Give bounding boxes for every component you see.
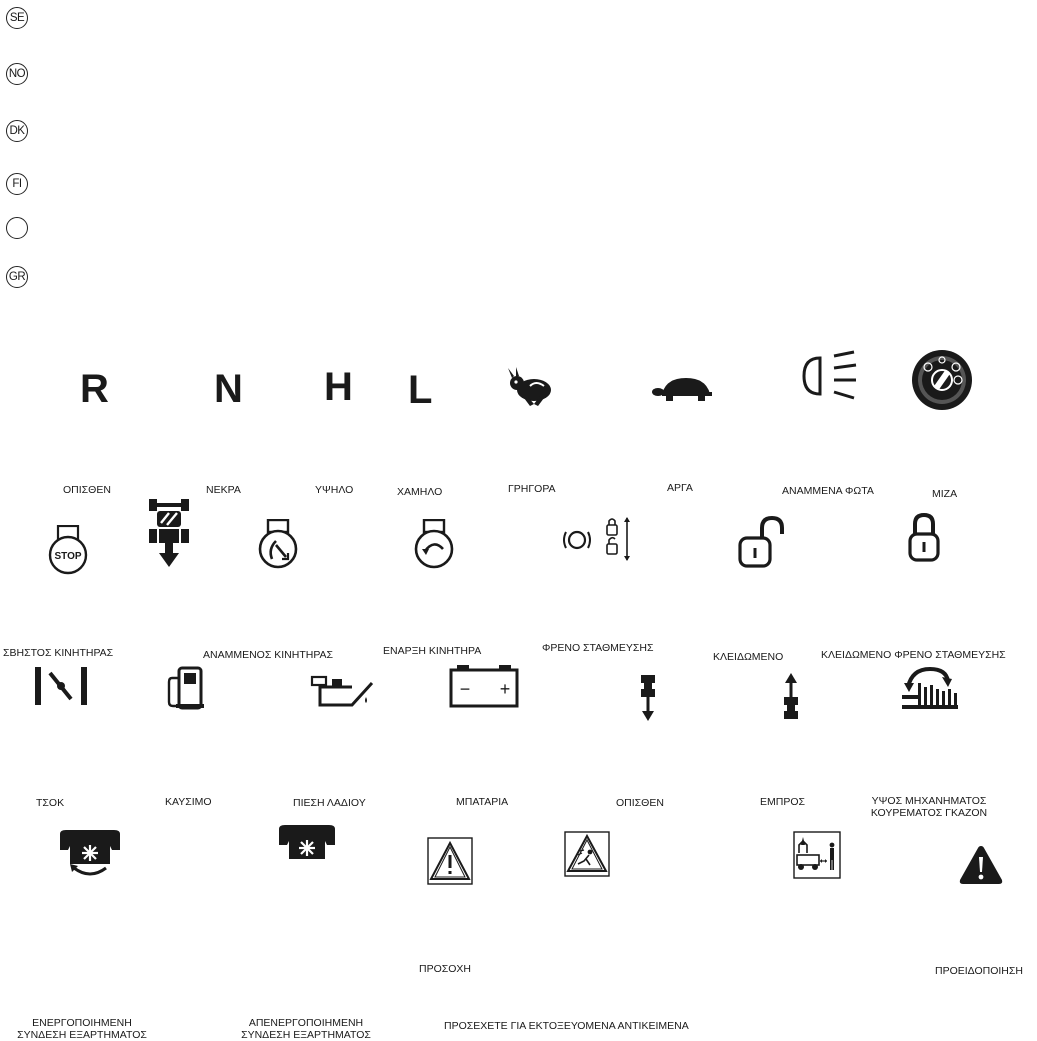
warning-triangle-icon	[958, 844, 1004, 886]
engine-start-high-icon	[256, 519, 300, 571]
label-attachment-engaged	[0, 1017, 164, 1041]
label-oil-pressure: ΠΙΕΣΗ ΛΑΔΙΟΥ	[293, 797, 366, 809]
label-warning: ΠΡΟΕΙΔΟΠΟΙΗΣΗ	[935, 965, 1023, 977]
high-letter-h: H	[324, 365, 353, 409]
keep-distance-sign-icon	[793, 831, 841, 879]
tractor-reverse-arrow-icon	[639, 673, 657, 723]
label-mower-height	[858, 795, 1000, 819]
label-fuel: ΚΑΥΣΙΜΟ	[165, 796, 212, 808]
language-badge-no: NO	[6, 63, 28, 85]
label-reverse: ΟΠΙΣΘΕΝ	[63, 484, 111, 496]
attachment-disengaged-icon	[277, 823, 337, 861]
ignition-key-icon	[910, 348, 974, 412]
mower-height-icon	[900, 665, 960, 713]
attachment-engaged-icon	[58, 828, 122, 878]
neutral-letter-n: N	[214, 367, 243, 411]
language-badge-dk: DK	[6, 120, 28, 142]
label-low: ΧΑΜΗΛΟ	[397, 486, 443, 498]
label-fast: ΓΡΗΓΟΡΑ	[508, 483, 556, 495]
thrown-objects-sign-icon	[564, 831, 610, 877]
padlock-locked-icon	[908, 512, 940, 564]
label-neutral: ΝΕΚΡΑ	[206, 484, 241, 496]
caution-sign-icon	[427, 837, 473, 885]
label-lights-on: ΑΝΑΜΜΕΝΑ ΦΩΤΑ	[782, 485, 874, 497]
headlight-icon	[800, 350, 860, 404]
label-caution: ΠΡΟΣΟΧΗ	[419, 963, 471, 975]
stop-text: STOP	[54, 551, 82, 562]
label-mower-height-line1: ΥΨΟΣ ΜΗΧΑΝΗΜΑΤΟΣ	[871, 795, 987, 807]
label-parking-brake-locked: ΚΛΕΙΔΩΜΕΝΟ ΦΡΕΝΟ ΣΤΑΘΜΕΥΣΗΣ	[821, 649, 1006, 661]
label-slow: ΑΡΓΑ	[667, 482, 693, 494]
label-attachment-engaged-line1: ΕΝΕΡΓΟΠΟΙΗΜΕΝΗ	[32, 1017, 132, 1029]
language-badge-blank	[6, 217, 28, 239]
language-badge-fi: FI	[6, 173, 28, 195]
language-badge-se: SE	[6, 7, 28, 29]
engine-running-icon	[412, 519, 456, 571]
battery-plus-text: +	[499, 679, 511, 699]
label-attachment-disengaged-line2: ΣΥΝΔΕΣΗ ΕΞΑΡΤΗΜΑΤΟΣ	[241, 1029, 371, 1041]
label-attachment-disengaged-line1: ΑΠΕΝΕΡΓΟΠΟΙΗΜΕΝΗ	[248, 1017, 364, 1029]
label-high: ΥΨΗΛΟ	[315, 484, 354, 496]
battery-minus-text: −	[459, 679, 471, 699]
label-battery: ΜΠΑΤΑΡΙΑ	[456, 796, 509, 808]
battery-icon	[449, 664, 519, 708]
label-ignition: ΜΙΖΑ	[932, 488, 958, 500]
rabbit-icon	[504, 366, 556, 406]
engine-stop-icon	[46, 525, 90, 575]
parking-brake-lock-icon	[562, 516, 636, 562]
choke-icon	[33, 665, 89, 707]
label-forward: ΕΜΠΡΟΣ	[760, 796, 805, 808]
fuel-pump-icon	[166, 666, 208, 710]
language-badge-gr: GR	[6, 266, 28, 288]
label-choke: ΤΣΟΚ	[36, 797, 65, 809]
label-engine-off: ΣΒΗΣΤΟΣ ΚΙΝΗΤΗΡΑΣ	[3, 647, 114, 659]
label-locked: ΚΛΕΙΔΩΜΕΝΟ	[713, 651, 784, 663]
label-engine-on: ΑΝΑΜΜΕΝΟΣ ΚΙΝΗΤΗΡΑΣ	[203, 649, 334, 661]
label-attachment-disengaged	[224, 1017, 388, 1041]
label-mower-height-line2: ΚΟΥΡΕΜΑΤΟΣ ΓΚΑΖΟΝ	[870, 807, 988, 819]
low-letter-l: L	[408, 368, 433, 412]
label-attachment-engaged-line2: ΣΥΝΔΕΣΗ ΕΞΑΡΤΗΜΑΤΟΣ	[17, 1029, 147, 1041]
label-parking-brake: ΦΡΕΝΟ ΣΤΑΘΜΕΥΣΗΣ	[542, 642, 654, 654]
tractor-reverse-icon	[149, 497, 189, 569]
oil-can-icon	[308, 675, 374, 709]
label-thrown-objects: ΠΡΟΣΕΧΕΤΕ ΓΙΑ ΕΚΤΟΞΕΥΟΜΕΝΑ ΑΝΤΙΚΕΙΜΕΝΑ	[444, 1020, 689, 1032]
reverse-letter-r: R	[80, 367, 109, 411]
padlock-unlocked-icon	[738, 514, 784, 570]
turtle-icon	[652, 376, 714, 404]
label-reverse-2: ΟΠΙΣΘΕΝ	[616, 797, 664, 809]
label-engine-start: ΕΝΑΡΞΗ ΚΙΝΗΤΗΡΑ	[383, 645, 482, 657]
tractor-forward-arrow-icon	[782, 671, 800, 721]
